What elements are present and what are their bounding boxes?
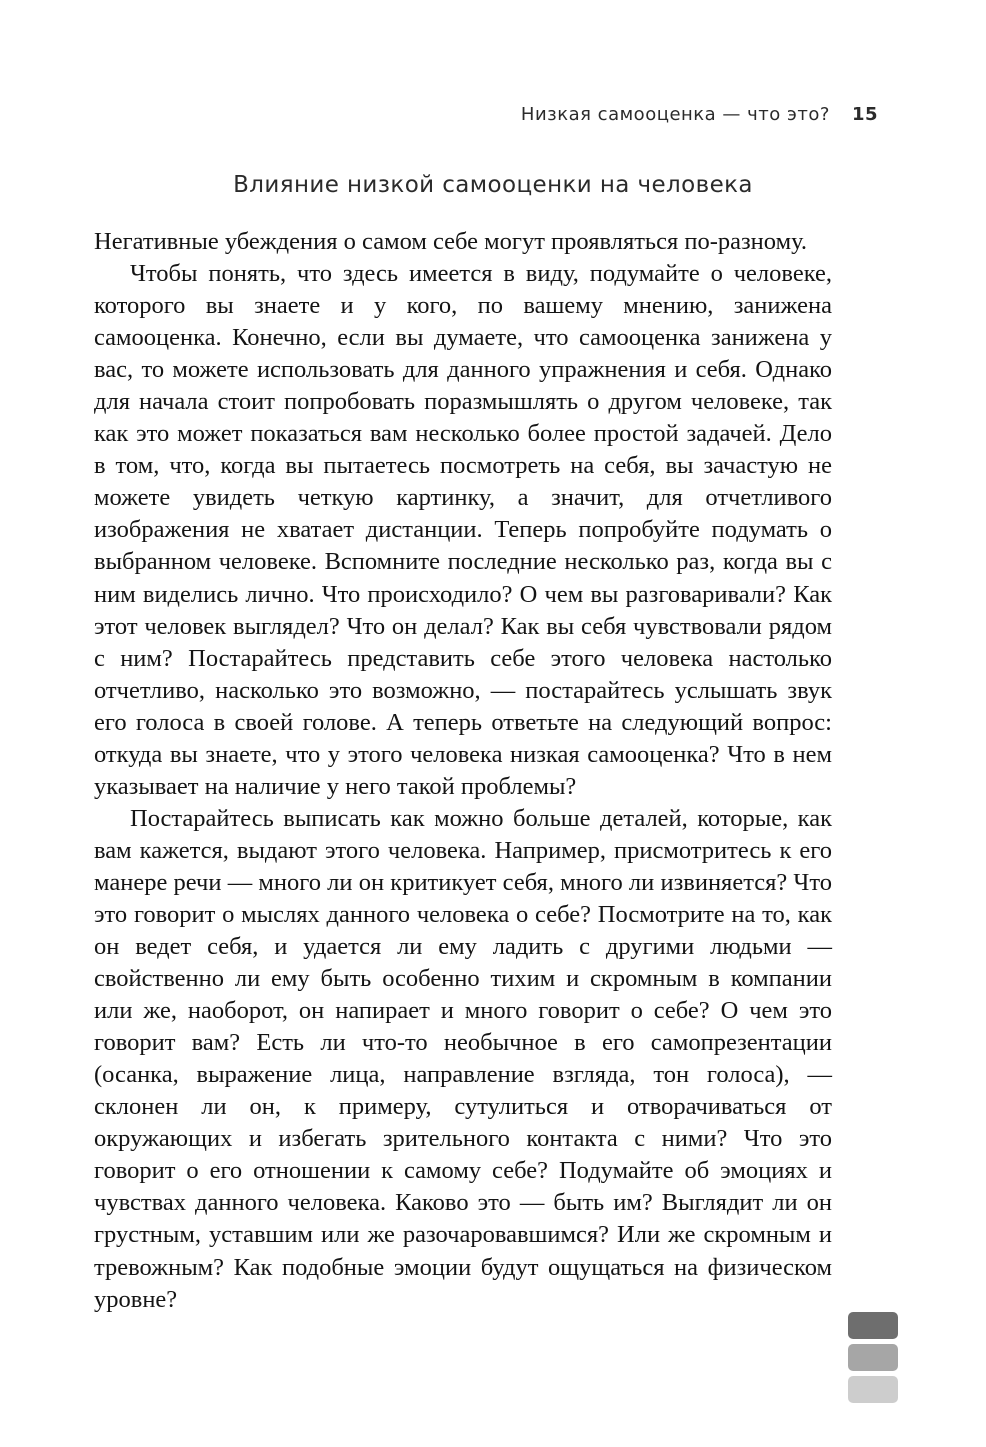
chapter-title: Низкая самооценка — что это? — [520, 104, 830, 125]
paragraph-details: Постарайтесь выписать как можно больше деталей, которые, как вам кажется, выдают этого человека. Например, присмотритесь к его манере речи — много ли он критикует себя, много ли извиняется? Что это говорит о мыслях данного человека о себе? Посмотрите на то, как он ведет себя, и удается ли ему ладить с другими людьми — свойственно ли ему быть особенно тихим и скромным в компании или же, наоборот, он напирает и много говорит о себе? О чем это говорит вам? Есть ли что-то необычное в его самопрезентации (осанка, выражение лица, направление взгляда, тон голоса), — склонен ли он, к примеру, сутулиться и отворачиваться от окружающих и избегать зрительного контакта с ними? Что это говорит о его отношении к самому себе? Подумайте об эмоциях и чувствах данного человека. Каково это — быть им? Выглядит ли он грустным, уставшим или же разочаровавшимся? Или же скромным и тревожным? Как подобные эмоции будут ощущаться на физическом уровне? — [94, 804, 832, 1313]
thumb-tab-dark — [848, 1312, 898, 1339]
thumb-index-tabs — [848, 1312, 898, 1408]
paragraph-exercise: Чтобы понять, что здесь имеется в виду, подумайте о человеке, которого вы знаете и у кого, по вашему мнению, занижена самооценка. Конечно, если вы думаете, что самооценка занижена у вас, то можете использовать для данного упражнения и себя. Однако для начала стоит попробовать поразмышлять о другом человеке, так как это может показаться вам несколько более простой задачей. Дело в том, что, когда вы пытаетесь посмотреть на себя, вы зачастую не можете увидеть четкую картинку, а значит, для отчетливого изображения не хватает дистанции. Теперь попробуйте подумать о выбранном человеке. Вспомните последние несколько раз, когда вы с ним виделись лично. Что происходило? О чем вы разговаривали? Как этот человек выглядел? Что он делал? Как вы себя чувствовали рядом с ним? Постарайтесь представить себе этого человека настолько отчетливо, насколько это возможно, — постарайтесь услышать звук его голоса в своей голове. А теперь ответьте на следующий вопрос: откуда вы знаете, что у этого человека низкая самооценка? Что в нем указывает на наличие у него такой проблемы? — [94, 260, 832, 800]
page-number: 15 — [851, 104, 878, 125]
body-text — [94, 226, 832, 1316]
running-header — [521, 104, 878, 125]
thumb-tab-light — [848, 1376, 898, 1403]
thumb-tab-medium — [848, 1344, 898, 1371]
paragraph-intro: Негативные убеждения о самом себе могут проявляться по-разному. — [94, 228, 808, 255]
section-title: Влияние низкой самооценки на человека — [233, 172, 753, 198]
